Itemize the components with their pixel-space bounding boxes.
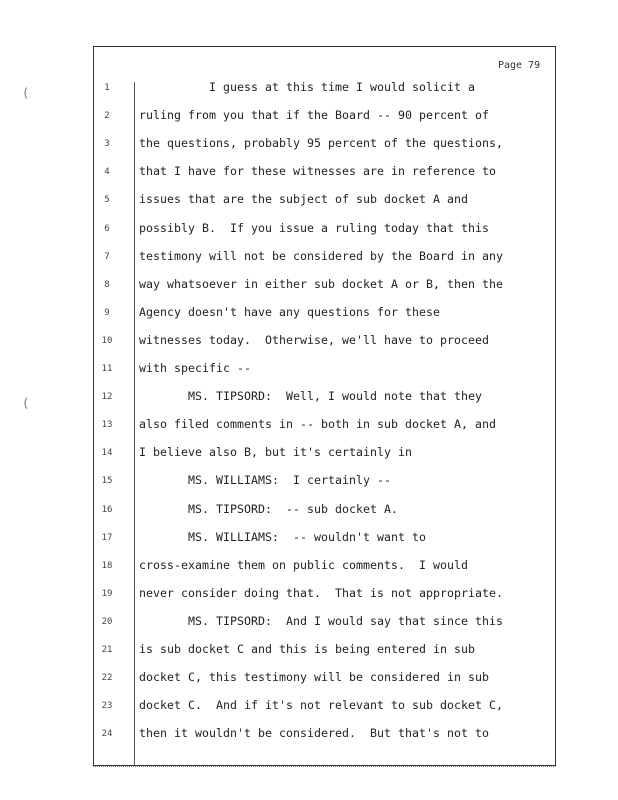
bottom-rule [93, 766, 556, 767]
line-number: 21 [101, 645, 113, 655]
line-number: 6 [104, 223, 110, 234]
line-text: ruling from you that if the Board -- 90 percent of [139, 108, 490, 123]
line-number: 17 [101, 532, 113, 543]
line-number: 10 [101, 335, 113, 346]
transcript-line [96, 221, 556, 241]
line-text: MS. WILLIAMS: -- wouldn't want to [139, 529, 427, 544]
line-text: MS. WILLIAMS: I certainly -- [139, 473, 392, 488]
line-text: possibly B. If you issue a ruling today that this [139, 220, 490, 235]
transcript-line [96, 305, 556, 325]
line-number: 20 [101, 616, 113, 627]
line-text: MS. TIPSORD: Well, I would note that they [139, 389, 483, 404]
line-text: testimony will not be considered by the Board in any [139, 248, 504, 263]
line-text: docket C, this testimony will be considered in sub [139, 670, 490, 685]
margin-mark: ( [22, 396, 30, 410]
line-number: 7 [104, 251, 110, 262]
line-number: 16 [101, 504, 113, 515]
transcript-line [96, 108, 556, 128]
transcript-line [96, 417, 556, 437]
line-number: 11 [101, 364, 113, 374]
line-number: 4 [104, 167, 110, 178]
transcript-line [96, 333, 556, 353]
line-number: 19 [101, 588, 113, 599]
line-number: 15 [101, 476, 113, 487]
line-text: the questions, probably 95 percent of the questions, [139, 136, 504, 151]
transcript-line [96, 530, 556, 550]
transcript-line [96, 558, 556, 578]
line-text: also filed comments in -- both in sub docket A, and [139, 417, 497, 432]
transcript-line [96, 614, 556, 634]
transcript-line [96, 445, 556, 465]
line-text: with specific -- [139, 361, 252, 375]
line-number: 22 [101, 673, 113, 684]
line-text: I guess at this time I would solicit a [139, 80, 476, 94]
transcript-line [96, 361, 556, 381]
line-number: 23 [101, 701, 113, 712]
line-number: 9 [104, 307, 110, 318]
transcript-line [96, 192, 556, 212]
page-number: Page 79 [498, 60, 541, 71]
line-number: 14 [101, 448, 113, 459]
transcript-line [96, 80, 556, 100]
line-text: MS. TIPSORD: -- sub docket A. [139, 501, 399, 516]
transcript-line [96, 586, 556, 606]
transcript-line [96, 277, 556, 297]
transcript-line [96, 473, 556, 493]
line-text: I believe also B, but it's certainly in [139, 445, 413, 460]
transcript-line [96, 164, 556, 184]
line-number: 3 [104, 139, 110, 150]
transcript-line [96, 642, 556, 662]
transcript-line [96, 698, 556, 718]
line-text: is sub docket C and this is being entered in sub [139, 642, 476, 656]
line-number: 12 [101, 392, 113, 403]
line-number: 2 [104, 111, 110, 122]
transcript-line [96, 249, 556, 269]
line-text: MS. TIPSORD: And I would say that since this [139, 613, 504, 628]
line-text: never consider doing that. That is not appropriate. [139, 585, 504, 600]
transcript-line [96, 502, 556, 522]
line-number: 1 [104, 83, 110, 93]
transcript-line [96, 389, 556, 409]
line-text: then it wouldn't be considered. But that's not to [139, 726, 490, 741]
transcript-line [96, 136, 556, 156]
line-text: docket C. And if it's not relevant to sub docket C, [139, 698, 504, 713]
line-text: cross-examine them on public comments. I would [139, 557, 469, 572]
line-text: way whatsoever in either sub docket A or B, then the [139, 276, 504, 291]
line-number: 24 [101, 729, 113, 740]
line-text: witnesses today. Otherwise, we'll have to proceed [139, 332, 490, 347]
transcript-line [96, 726, 556, 746]
line-text: Agency doesn't have any questions for these [139, 304, 441, 319]
line-number: 13 [101, 420, 113, 431]
line-text: issues that are the subject of sub docket A and [139, 192, 469, 207]
line-number: 18 [101, 560, 113, 571]
line-number: 8 [104, 279, 110, 290]
margin-mark: ( [22, 86, 30, 100]
line-number: 5 [104, 195, 110, 206]
line-text: that I have for these witnesses are in reference to [139, 164, 497, 179]
transcript-line [96, 670, 556, 690]
